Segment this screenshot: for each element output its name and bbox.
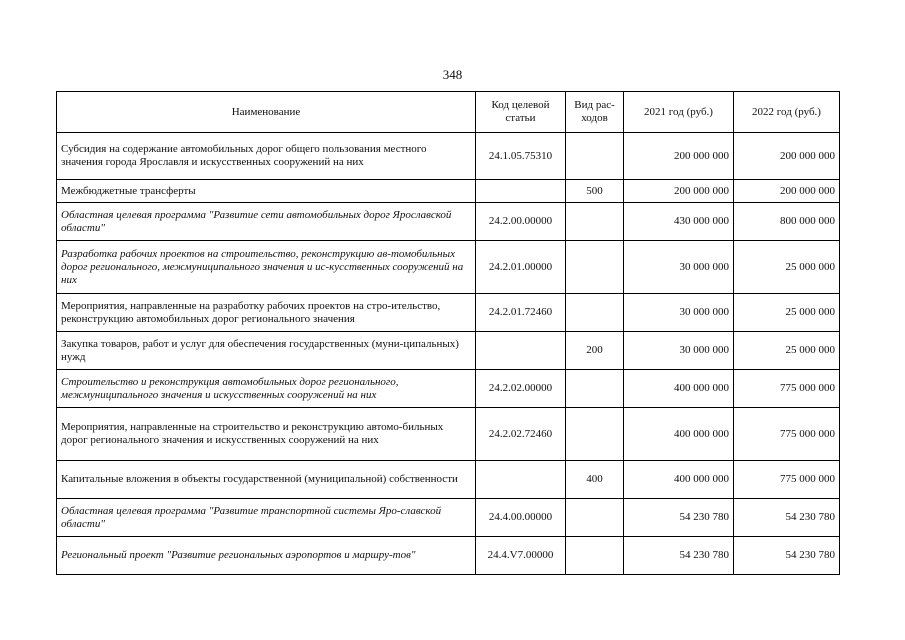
- row-amount-2021: 400 000 000: [624, 461, 734, 499]
- row-name: Мероприятия, направленные на разработку рабочих проектов на стро-ительство, реконструкцию автомобильных дорог регионального значения: [57, 294, 476, 332]
- header-code: Код целевой статьи: [476, 92, 566, 133]
- table-row: [57, 241, 840, 294]
- row-name: Региональный проект "Развитие региональных аэропортов и маршру-тов": [57, 537, 476, 575]
- row-amount-2022: 775 000 000: [734, 408, 840, 461]
- row-code: [476, 332, 566, 370]
- table-row: [57, 370, 840, 408]
- row-amount-2022: 200 000 000: [734, 133, 840, 180]
- row-amount-2021: 200 000 000: [624, 133, 734, 180]
- row-amount-2022: 25 000 000: [734, 294, 840, 332]
- budget-table: [56, 91, 840, 575]
- row-code: 24.4.V7.00000: [476, 537, 566, 575]
- table-row: [57, 499, 840, 537]
- row-amount-2021: 30 000 000: [624, 332, 734, 370]
- table-row: [57, 332, 840, 370]
- row-amount-2021: 54 230 780: [624, 499, 734, 537]
- row-amount-2021: 54 230 780: [624, 537, 734, 575]
- row-type: [566, 294, 624, 332]
- row-name: Капитальные вложения в объекты государственной (муниципальной) собственности: [57, 461, 476, 499]
- row-type: [566, 537, 624, 575]
- table-header-row: [57, 92, 840, 133]
- row-code: 24.2.01.00000: [476, 241, 566, 294]
- table-row: [57, 203, 840, 241]
- row-code: [476, 180, 566, 203]
- header-name: Наименование: [57, 92, 476, 133]
- row-code: 24.2.02.00000: [476, 370, 566, 408]
- row-amount-2021: 430 000 000: [624, 203, 734, 241]
- row-amount-2021: 200 000 000: [624, 180, 734, 203]
- row-type: [566, 133, 624, 180]
- row-type: 400: [566, 461, 624, 499]
- row-code: 24.2.00.00000: [476, 203, 566, 241]
- row-type: [566, 203, 624, 241]
- row-name: Областная целевая программа "Развитие транспортной системы Яро-славской области": [57, 499, 476, 537]
- row-amount-2021: 30 000 000: [624, 241, 734, 294]
- row-type: [566, 408, 624, 461]
- row-type: [566, 499, 624, 537]
- row-amount-2022: 54 230 780: [734, 537, 840, 575]
- header-2022: 2022 год (руб.): [734, 92, 840, 133]
- table-row: [57, 294, 840, 332]
- row-name: Разработка рабочих проектов на строительство, реконструкцию ав-томобильных дорог регионального, межмуниципального значения и ис-кусственных сооружений на них: [57, 241, 476, 294]
- row-type: 200: [566, 332, 624, 370]
- row-code: 24.4.00.00000: [476, 499, 566, 537]
- row-name: Субсидия на содержание автомобильных дорог общего пользования местного значения города Ярославля и искусственных сооружений на них: [57, 133, 476, 180]
- row-amount-2022: 25 000 000: [734, 332, 840, 370]
- row-amount-2022: 54 230 780: [734, 499, 840, 537]
- row-amount-2021: 400 000 000: [624, 408, 734, 461]
- row-amount-2022: 775 000 000: [734, 370, 840, 408]
- header-2021: 2021 год (руб.): [624, 92, 734, 133]
- row-type: [566, 370, 624, 408]
- row-amount-2022: 800 000 000: [734, 203, 840, 241]
- row-code: 24.1.05.75310: [476, 133, 566, 180]
- table-row: [57, 537, 840, 575]
- row-name: Строительство и реконструкция автомобильных дорог регионального, межмуниципального значения и искусственных сооружений на них: [57, 370, 476, 408]
- table-row: [57, 408, 840, 461]
- table-row: [57, 133, 840, 180]
- table-row: [57, 180, 840, 203]
- row-name: Мероприятия, направленные на строительство и реконструкцию автомо-бильных дорог регионального значения и искусственных сооружений на них: [57, 408, 476, 461]
- row-type: 500: [566, 180, 624, 203]
- row-code: [476, 461, 566, 499]
- page-number: 348: [442, 67, 463, 82]
- header-type: Вид рас-ходов: [566, 92, 624, 133]
- row-amount-2022: 25 000 000: [734, 241, 840, 294]
- row-amount-2022: 775 000 000: [734, 461, 840, 499]
- table-row: [57, 461, 840, 499]
- row-name: Межбюджетные трансферты: [57, 180, 476, 203]
- row-name: Закупка товаров, работ и услуг для обеспечения государственных (муни-ципальных) нужд: [57, 332, 476, 370]
- row-code: 24.2.01.72460: [476, 294, 566, 332]
- row-amount-2021: 400 000 000: [624, 370, 734, 408]
- row-code: 24.2.02.72460: [476, 408, 566, 461]
- row-amount-2022: 200 000 000: [734, 180, 840, 203]
- row-name: Областная целевая программа "Развитие сети автомобильных дорог Ярославской области": [57, 203, 476, 241]
- row-amount-2021: 30 000 000: [624, 294, 734, 332]
- row-type: [566, 241, 624, 294]
